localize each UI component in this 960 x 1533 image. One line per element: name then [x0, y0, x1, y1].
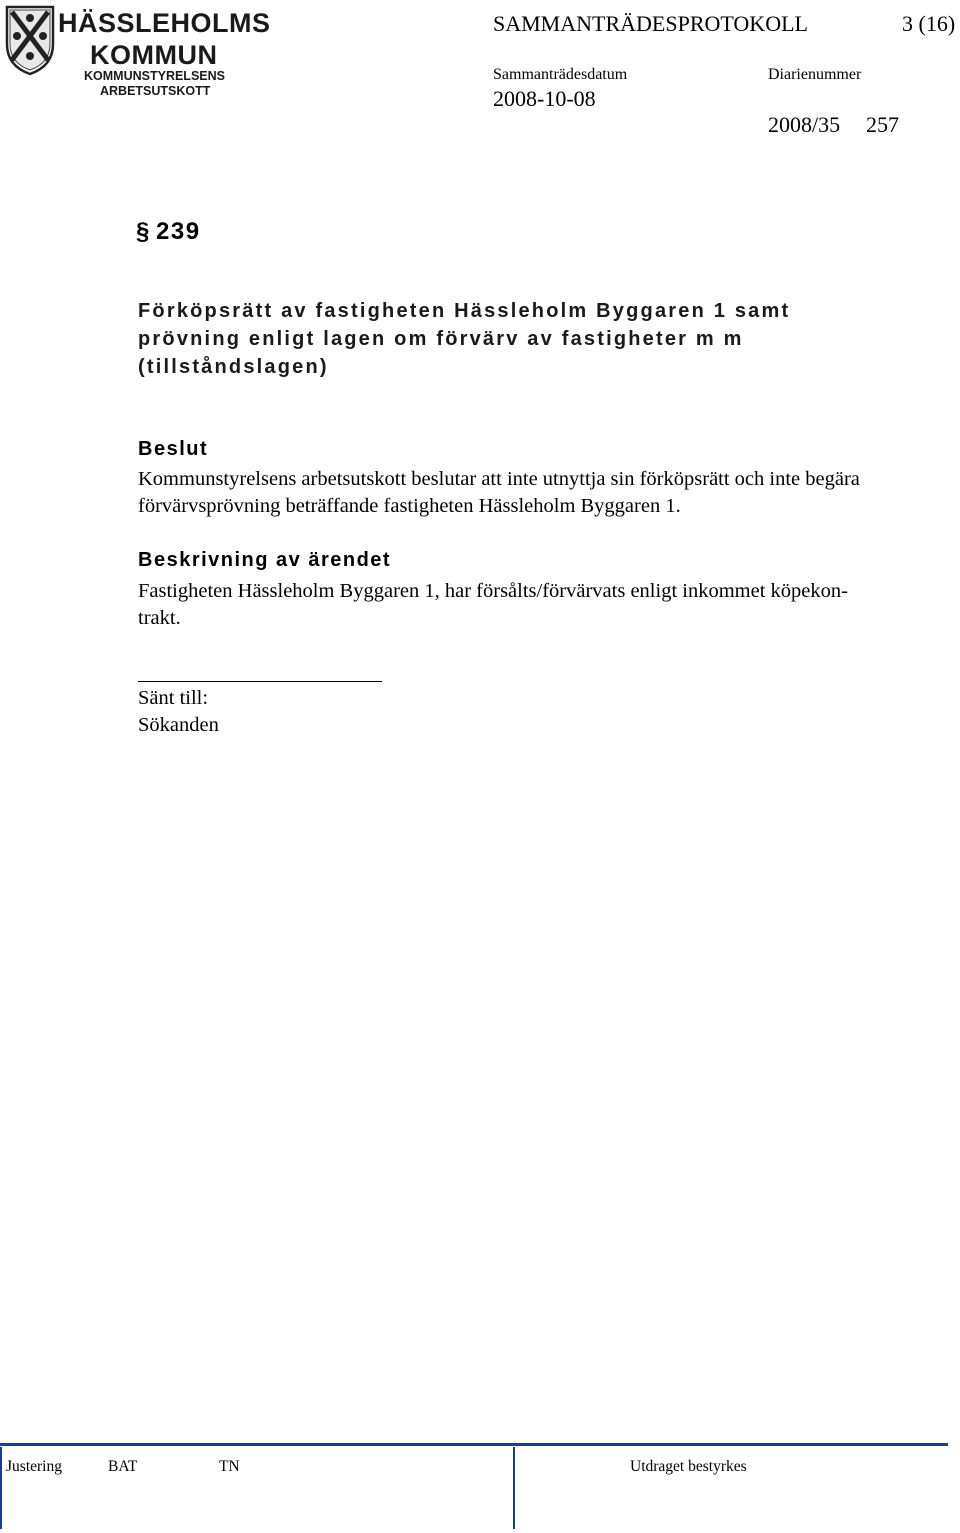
decision-text-line-1: Kommunstyrelsens arbetsutskott beslutar att inte utnyttja sin förköpsrätt och inte begära	[138, 468, 860, 490]
case-title-line-1: Förköpsrätt av fastigheten Hässleholm Byggaren 1 samt	[138, 300, 791, 322]
justering-signature-2: TN	[219, 1458, 240, 1475]
case-title-line-2: prövning enligt lagen om förvärv av fastigheter m m	[138, 328, 744, 350]
sent-to-recipient: Sökanden	[138, 714, 219, 736]
separator-line	[138, 681, 382, 682]
logo-line-2: KOMMUN	[90, 40, 218, 70]
footer-divider	[513, 1447, 515, 1529]
decision-text-line-2: förvärvsprövning beträffande fastigheten Hässleholm Byggaren 1.	[138, 495, 681, 517]
sent-to-label: Sänt till:	[138, 687, 209, 709]
footer-rule	[0, 1443, 948, 1446]
description-heading: Beskrivning av ärendet	[138, 549, 392, 571]
logo-line-1: HÄSSLEHOLMS	[58, 8, 271, 38]
paragraph-number: 239	[156, 218, 201, 245]
meeting-date-value: 2008-10-08	[493, 86, 596, 111]
paragraph-heading	[136, 218, 201, 246]
logo-line-3: KOMMUNSTYRELSENS	[84, 69, 225, 83]
decision-heading: Beslut	[138, 438, 209, 460]
justering-signature-1: BAT	[108, 1458, 138, 1475]
municipality-logo	[2, 2, 271, 102]
logo-line-4: ARBETSUTSKOTT	[100, 84, 211, 98]
justering-label: Justering	[6, 1458, 62, 1475]
page-number: 3 (16)	[902, 11, 956, 36]
footer-left-border	[0, 1447, 2, 1529]
case-title-line-3: (tillståndslagen)	[138, 356, 329, 378]
diary-number-value: 2008/35	[768, 112, 841, 137]
paragraph-symbol: §	[136, 218, 150, 245]
description-text-line-2: trakt.	[138, 607, 181, 629]
coat-of-arms-icon	[4, 4, 56, 76]
extract-certified-label: Utdraget bestyrkes	[630, 1458, 747, 1475]
document-title: SAMMANTRÄDESPROTOKOLL	[493, 11, 808, 36]
description-text-line-1: Fastigheten Hässleholm Byggaren 1, har försålts/förvärvats enligt inkommet köpekon-	[138, 580, 848, 602]
meeting-date-label: Sammanträdesdatum	[493, 66, 628, 83]
diary-number-label: Diarienummer	[768, 66, 862, 83]
diary-number-extra: 257	[866, 112, 899, 137]
